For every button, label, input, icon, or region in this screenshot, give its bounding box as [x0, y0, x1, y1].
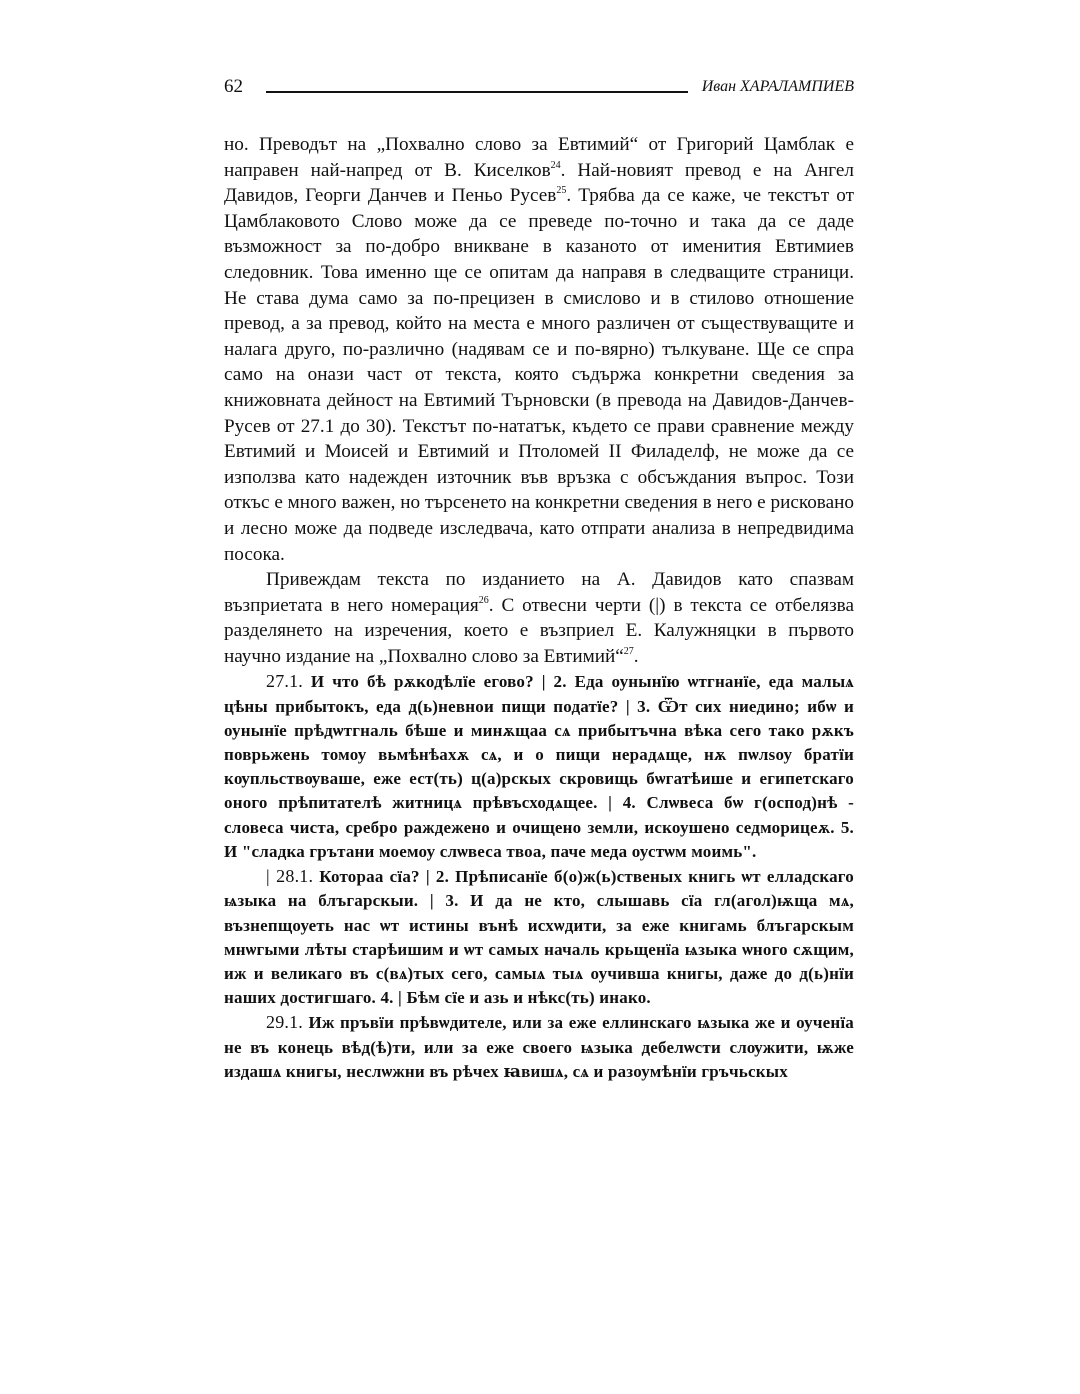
page-header	[224, 76, 854, 104]
footnote-ref-27: 27	[623, 645, 634, 657]
book-page	[224, 76, 854, 1084]
intro-text-part2: . Най-новият превод е на Ангел Давидов, Георги Данчев и Пеньо Русев	[224, 159, 854, 207]
header-rule	[266, 91, 688, 93]
source-text-part2: . С отвесни черти (|) в текста се отбелязва разделянето на изречения, което е възприел Е. Калужняцки в първото научно издание на „Похвално слово за Евтимий“	[224, 594, 854, 667]
intro-text-part3: . Трябва да се каже, че текстът от Цамблаковото Слово може да се преведе по-точно и така да се даде възможност за по-добро вникване в казаното от именития Евтимиев следовник. Това именно ще се опитам да направя в следващите страници. Не става дума само за по-прецизен в смислово и в стилово отношение превод, а за превод, който на места е много различен от съществуващите и налага друго, по-различно (надявам се и по-вярно) тълкуване. Ще се спра само на онази част от текста, която съдържа конкретни сведения за книжовната дейност на Евтимий Търновски (в превода на Давидов-Данчев-Русев от 27.1 до 30). Текстът по-нататък, където се прави сравнение между Евтимий и Моисей и Евтимий и Птоломей II Филаделф, не може да се използва като надежден източник във връзка с обсъждания въпрос. Този откъс е много важен, но търсенето на конкретни сведения в него е рисковано и лесно може да подведе изследвача, като отпрати анализа в непредвидима посока.	[224, 185, 854, 565]
footnote-ref-26: 26	[478, 594, 489, 606]
running-title: Иван ХАРАЛАМПИЕВ	[701, 78, 854, 95]
source-paragraph	[224, 567, 854, 669]
section-number-29: 29.1.	[266, 1012, 303, 1033]
slavonic-paragraph-29	[224, 1010, 854, 1084]
footnote-ref-24: 24	[550, 159, 561, 171]
source-text-part3: .	[633, 645, 639, 667]
page-number: 62	[224, 76, 243, 97]
intro-text-part1: но. Преводът на „Похвално слово за Евтимий“ от Григорий Цамблак е направен най-напред от В. Киселков	[224, 134, 854, 181]
slavonic-text-27: И что бѣ рѫкодѣлїе егово? | 2. Еда оунынїю ѡтгнанїе, еда малыѧ цѣны прибытокъ, еда д(ь)невнои пищи податїе? | 3. Ѿт сих ниедино; ибѡ и оунынїе прѣдѡтгналь бѣше и минѫщаа сѧ прибытъчна вѣка сего тако рѫкъ поврьжень томоу вьмѣнѣахѫ сѧ, и о пищи нерадѧще, нѫ пѡлѕоу братїи кѹпльствѹваше, еже ест(ть) ц(а)рскых скровищь бѡгатѣише и египетскаго оного прѣпитателѣ житницѧ прѣвъсходѧщее. | 4. Слѡвеса бѡ г(оспод)нѣ - словеса чиста, сребро раждежено и очищено земли, искоушено седморицеѫ. 5. И "сладка грътани моемоу слѡвеса твоа, паче меда оустѡм моимь".	[224, 672, 854, 861]
section-number-27: 27.1.	[266, 671, 303, 692]
source-text-part1: Привеждам текста по изданието на А. Давидов като спазвам възприетата в него номерация	[224, 569, 854, 616]
footnote-ref-25: 25	[556, 185, 567, 197]
slavonic-paragraph-27	[224, 669, 854, 864]
section-number-28: | 28.1.	[266, 866, 314, 887]
intro-paragraph	[224, 132, 854, 567]
slavonic-paragraph-28	[224, 864, 854, 1010]
slavonic-text-28: Котораа сїа? | 2. Прѣписанїе б(о)ж(ь)ственых книгь ѡт елладскаго ѩзыка на блъгарскыи. | 3. И да не кто, слышавь сїа гл(агол)ѭща мѧ, възнепщоуеть нас ѡт истины вънѣ исхѡдити, за еже книгамь блъгарскым мнѡгыми лѣты старѣишим и ѡт самых началь крьщенїа ѩзыка ѡного сѫщим, иж и великаго въ с(вѧ)тых сего, самыѧ тыѧ оучивша книгы, даже до д(ь)нїи наших достигшаго. 4. | Бѣм сїе и азь и нѣкс(ть) инако.	[224, 867, 854, 1008]
page-body	[224, 132, 854, 1084]
slavonic-text-29: Иж пръвїи прѣвѡдителе, или за еже еллинскаго ѩзыка же и оученїа не въ конець вѣд(ѣ)ти, или за еже своего ѩзыка дебелѡсти слѹжити, ѭже издашѧ книгы, неслѡжни въ рѣчех ꙗвишѧ, сѧ и разоумѣнїи гръчьскых	[224, 1013, 855, 1081]
